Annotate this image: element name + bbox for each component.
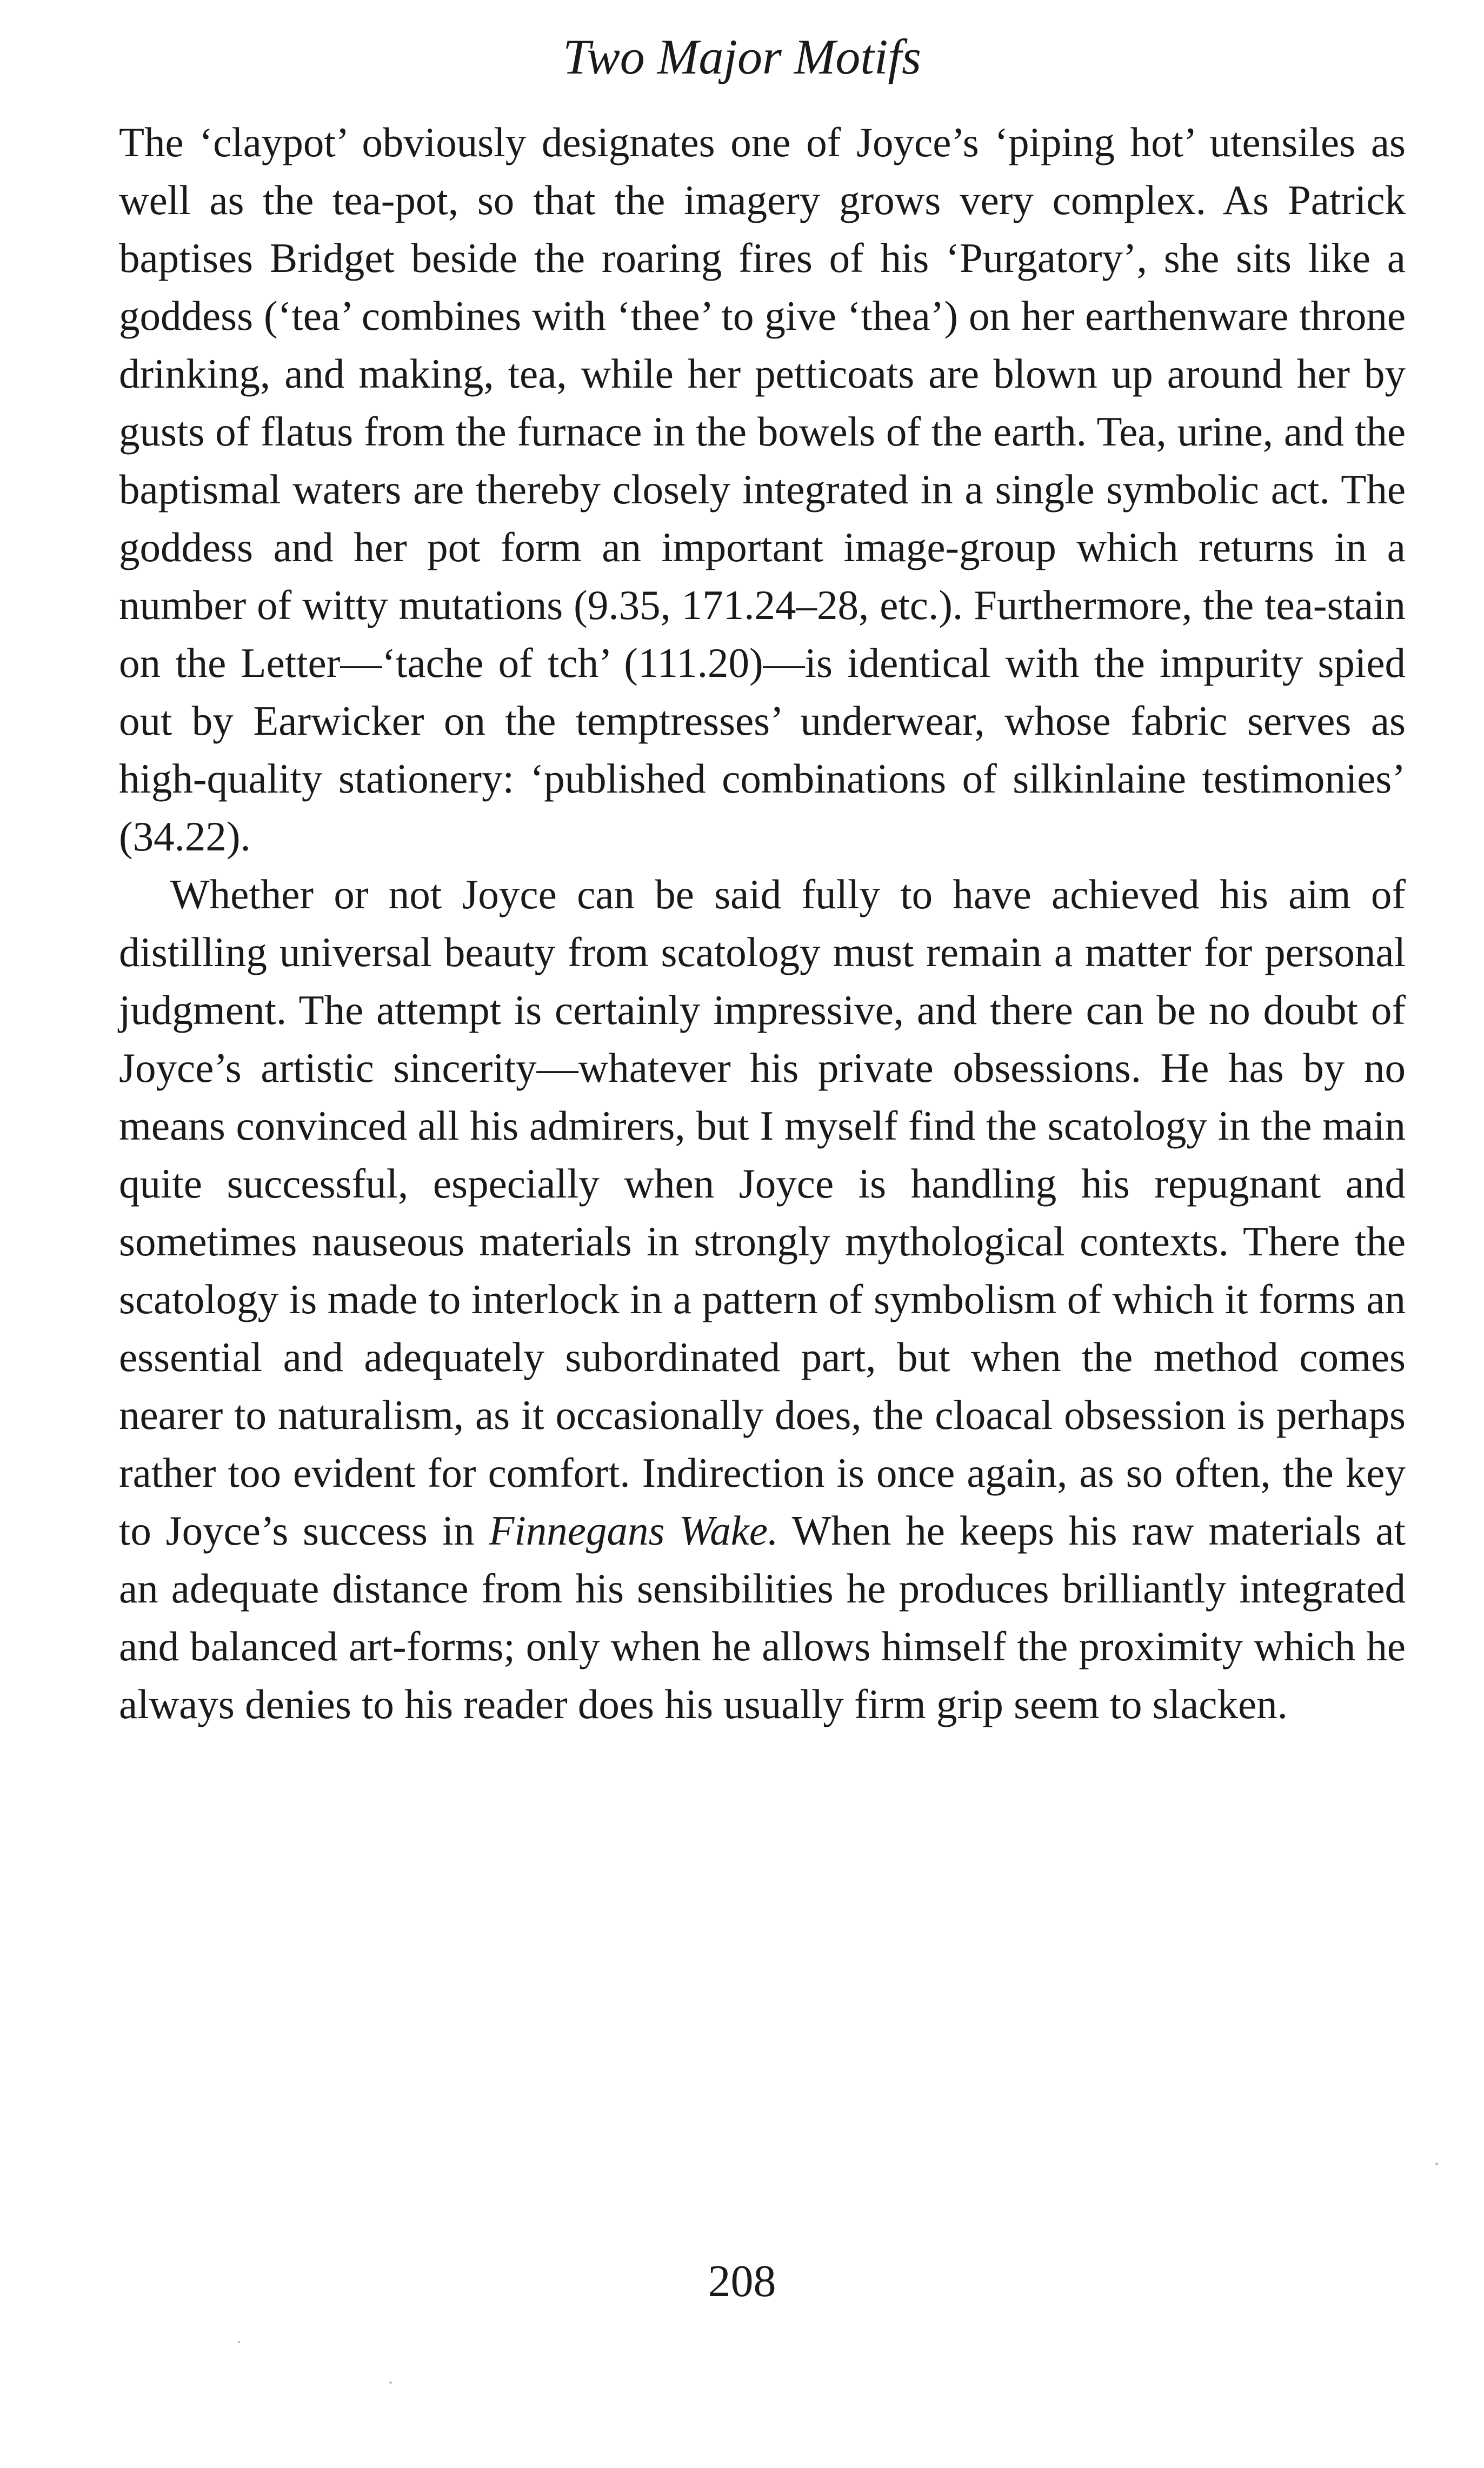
- running-head: Two Major Motifs: [563, 29, 921, 84]
- paragraph-1: The ‘claypot’ obviously designates one of Joyce’s ‘piping hot’ utensiles as well as the tea-pot, so that the imagery grows very complex. As Patrick baptises Bridget beside the roaring fires of his ‘Purgatory’, she sits like a goddess (‘tea’ combines with ‘thee’ to give ‘thea’) on her earthenware throne drinking, and making, tea, while her petticoats are blown up around her by gusts of flatus from the furnace in the bowels of the earth. Tea, urine, and the baptismal waters are thereby closely integrated in a single symbolic act. The goddess and her pot form an important image-group which returns in a number of witty mutations (9.35, 171.24–28, etc.). Furthermore, the tea-stain on the Letter—‘tache of tch’ (111.20)—is identical with the impurity spied out by Earwicker on the temptresses’ underwear, whose fabric serves as high-quality stationery: ‘published combinations of silkinlaine testimonies’ (34.22).: [119, 119, 1406, 860]
- scan-speck: [238, 2341, 240, 2343]
- book-title-italic: Finnegans Wake.: [489, 1507, 778, 1554]
- paragraph-2-text-a: Whether or not Joyce can be said fully to have achieved his aim of distilling universal beauty from scatology must remain a matter for personal judgment. The attempt is certainly impressive, and there can be no doubt of Joyce’s artistic sincerity—whatever his private obsessions. He has by no means convinced all his admirers, but I myself find the scatology in the main quite successful, especially when Joyce is handling his repugnant and sometimes nauseous materials in strongly mythological contexts. There the scatology is made to interlock in a pattern of symbolism of which it forms an essential and adequately subordinated part, but when the method comes nearer to naturalism, as it occasionally does, the cloacal obsession is perhaps rather too evident for comfort. Indirection is once again, as so often, the key to Joyce’s success in: [119, 871, 1406, 1554]
- body-text: [119, 114, 1406, 1733]
- scan-speck: [389, 2381, 392, 2384]
- page-number: 208: [708, 2256, 776, 2306]
- scan-speck: [1435, 2163, 1438, 2165]
- paragraph-2: [119, 866, 1406, 1733]
- paragraph-2-text-b: When he keeps his raw materials at an adequate distance from his sensibilities he produces brilliantly integrated and balanced art-forms; only when he allows himself the proximity which he always denies to his reader does his usually firm grip seem to slacken.: [119, 1507, 1406, 1727]
